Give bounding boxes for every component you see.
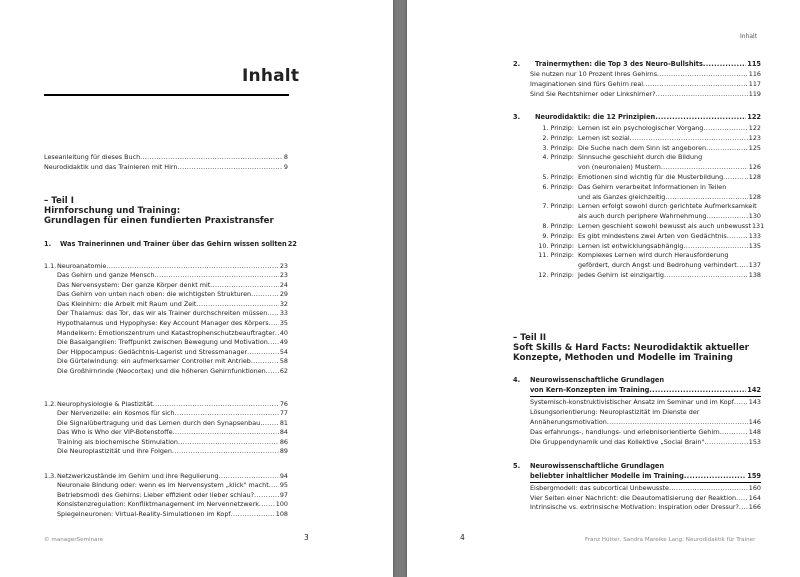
principle-label: Emotionen sind wichtig für die Musterbildung bbox=[578, 173, 724, 181]
principle-entry[interactable] bbox=[578, 144, 761, 152]
toc-entry[interactable] bbox=[57, 500, 288, 508]
toc-entry[interactable] bbox=[57, 329, 288, 337]
principle-label: Lernen ist sozial bbox=[578, 133, 630, 142]
principle-page: 137 bbox=[748, 261, 761, 270]
part-title-line1: Hirnforschung und Training: bbox=[44, 206, 181, 216]
principle-entry[interactable] bbox=[578, 242, 761, 250]
principle-number: 10. Prinzip: bbox=[538, 241, 574, 250]
principle-page: 135 bbox=[748, 241, 761, 250]
principle-number: 11. Prinzip: bbox=[538, 251, 574, 260]
toc-entry[interactable] bbox=[57, 309, 288, 317]
toc-entry-label: Das Kleinhirn: die Arbeit mit Raum und Zeit bbox=[57, 299, 197, 308]
toc-entry-page: 100 bbox=[275, 500, 288, 509]
toc-entry-label: Die Großhirnrinde (Neocortex) und die höheren Gehirnfunktionen bbox=[57, 367, 266, 375]
principle-label: Das Gehirn verarbeitet Informationen in Teilen bbox=[578, 182, 727, 191]
toc-entry-label: Vier Seiten einer Nachricht: die Deautomatisierung der Reaktion bbox=[530, 493, 737, 502]
toc-entry-label: Der Nervenzelle: ein Kosmos für sich bbox=[57, 409, 175, 417]
toc-entry[interactable] bbox=[530, 398, 761, 406]
toc-entry[interactable] bbox=[530, 408, 761, 416]
principle-number: 3. Prinzip: bbox=[542, 143, 574, 152]
toc-entry-label: Die Gruppendynamik und das Kollektive „Social Brain" bbox=[530, 438, 705, 446]
toc-entry-label: Systemisch-konstruktivistischer Ansatz im Seminar und im Kopf bbox=[530, 398, 734, 406]
toc-entry-page: 84 bbox=[279, 428, 288, 437]
toc-entry-label: Das Nervensystem: Der ganze Körper denkt mit bbox=[57, 280, 211, 289]
toc-section-1-1[interactable] bbox=[44, 262, 288, 270]
section-title: Neurophysiologie & Plastizität bbox=[57, 400, 153, 408]
toc-entry-page: 97 bbox=[279, 490, 288, 499]
toc-entry-intro-2[interactable] bbox=[44, 163, 288, 171]
toc-entry-page: 40 bbox=[279, 328, 288, 337]
principle-page: 128 bbox=[748, 192, 761, 201]
part-label: – Teil II bbox=[513, 333, 547, 343]
toc-entry-intro-1[interactable] bbox=[44, 153, 288, 161]
toc-entry-label: Training als biochemische Stimulation bbox=[57, 437, 178, 446]
toc-entry[interactable] bbox=[57, 367, 288, 375]
toc-entry-label: Das erfahrungs-, handlungs- und erlebnisorientierte Gehirn bbox=[530, 428, 720, 436]
toc-entry-page: 49 bbox=[279, 338, 288, 347]
chapter-title: Trainermythen: die Top 3 des Neuro-Bullshits bbox=[535, 60, 703, 68]
principle-label: Jedes Gehirn ist einzigartig bbox=[578, 271, 664, 279]
toc-entry-label: Intrinsische vs. extrinsische Motivation: Inspiration oder Dressur? bbox=[530, 503, 739, 512]
toc-entry-label: Imaginationen sind fürs Gehirn real bbox=[530, 80, 644, 88]
toc-entry-label: Annäherungsmotivation bbox=[530, 418, 607, 426]
toc-entry[interactable] bbox=[57, 419, 288, 427]
toc-entry-page: 8 bbox=[283, 153, 288, 161]
toc-entry-page: 89 bbox=[279, 447, 288, 456]
toc-entry[interactable] bbox=[57, 348, 288, 356]
toc-entry-page: 117 bbox=[748, 80, 761, 88]
toc-entry[interactable] bbox=[57, 491, 288, 499]
principle-entry[interactable] bbox=[578, 212, 761, 220]
chapter-number: 3. bbox=[513, 113, 521, 121]
toc-entry-page: 148 bbox=[748, 428, 761, 436]
toc-entry[interactable] bbox=[57, 271, 288, 279]
toc-entry-label: Leseanleitung für dieses Buch bbox=[44, 153, 141, 161]
principle-entry[interactable] bbox=[578, 163, 761, 171]
toc-entry[interactable] bbox=[530, 494, 761, 502]
toc-entry[interactable] bbox=[57, 481, 288, 489]
toc-entry-label: Die Signalübertragung und das Lernen durch den Synapsenbau bbox=[57, 418, 261, 427]
left-page bbox=[0, 0, 393, 577]
principle-number: 5. Prinzip: bbox=[542, 173, 574, 181]
principle-label: Sinnsuche geschieht durch die Bildung bbox=[578, 153, 703, 162]
principle-page: 126 bbox=[748, 163, 761, 172]
toc-entry-label: Lösungsorientierung: Neuroplastizität im Dienste der bbox=[530, 408, 700, 416]
principle-label: und als Ganzes gleichzeitig bbox=[578, 192, 666, 201]
principle-entry[interactable] bbox=[578, 232, 761, 240]
page-number: 4 bbox=[460, 533, 465, 542]
toc-entry[interactable] bbox=[57, 300, 288, 308]
toc-entry-page: 9 bbox=[283, 163, 288, 171]
toc-entry-page: 143 bbox=[748, 398, 761, 406]
toc-entry-label: Betriebsmodi des Gehirns: Lieber effizient oder lieber schlau? bbox=[57, 490, 255, 499]
toc-entry-label: Hypothalamus und Hypophyse: Key Account Manager des Körpers bbox=[57, 319, 269, 327]
principle-page: 133 bbox=[748, 231, 761, 240]
toc-entry-page: 33 bbox=[279, 309, 288, 318]
toc-entry-label: Sind Sie Rechtshirner oder Linkshirner? bbox=[530, 90, 656, 98]
footer-authors: Franz Hütter, Sandra Mareike Lang: Neurodidaktik für Trainer bbox=[585, 537, 756, 543]
toc-entry-page: 77 bbox=[279, 409, 288, 417]
principle-page: 122 bbox=[748, 124, 761, 132]
principle-label: als auch durch periphere Wahrnehmung bbox=[578, 212, 707, 221]
principle-page: 130 bbox=[748, 212, 761, 221]
toc-entry-page: 35 bbox=[279, 319, 288, 327]
toc-entry-page: 164 bbox=[748, 493, 761, 502]
chapter-page: 122 bbox=[747, 113, 761, 121]
toc-entry[interactable] bbox=[530, 80, 761, 88]
part-title-line2: Grundlagen für einen fundierten Praxistransfer bbox=[44, 216, 274, 226]
chapter-title-line2: von Kern-Konzepten im Training bbox=[530, 386, 650, 394]
principle-label: von (neuronalen) Mustern bbox=[578, 163, 661, 172]
section-page: 94 bbox=[279, 472, 288, 480]
chapter-title-line1: Neurowissenschaftliche Grundlagen bbox=[530, 462, 665, 470]
running-header: Inhalt bbox=[740, 33, 758, 40]
principle-number: 7. Prinzip: bbox=[542, 202, 574, 211]
principle-number: 2. Prinzip: bbox=[542, 133, 574, 142]
principle-label: Es gibt mindestens zwei Arten von Gedächtnis bbox=[578, 231, 727, 240]
chapter-title: Neurodidaktik: die 12 Prinzipien bbox=[535, 113, 656, 121]
principle-number: 8. Prinzip: bbox=[542, 222, 574, 230]
toc-chapter-4[interactable] bbox=[530, 386, 761, 394]
toc-entry[interactable] bbox=[530, 70, 761, 78]
toc-entry-page: 24 bbox=[279, 280, 288, 289]
page-number: 3 bbox=[304, 533, 309, 542]
chapter-number: 2. bbox=[513, 60, 521, 68]
toc-entry[interactable] bbox=[57, 357, 288, 365]
principle-label: Lernen geschieht sowohl bewusst als auch unbewusst bbox=[578, 222, 751, 230]
toc-entry-page: 160 bbox=[748, 484, 761, 492]
chapter-number: 4. bbox=[513, 376, 521, 384]
page-title: Inhalt bbox=[242, 66, 300, 86]
principle-entry[interactable] bbox=[578, 134, 761, 142]
toc-entry[interactable] bbox=[530, 484, 761, 492]
toc-entry-page: 146 bbox=[748, 418, 761, 426]
toc-entry-label: Das Gehirn von unten nach oben: die wichtigsten Strukturen bbox=[57, 290, 252, 299]
part-title-line1: Soft Skills & Hard Facts: Neurodidaktik aktueller bbox=[513, 343, 749, 353]
toc-entry[interactable] bbox=[57, 290, 288, 298]
toc-entry[interactable] bbox=[57, 438, 288, 446]
toc-entry-page: 86 bbox=[279, 437, 288, 446]
chapter-rule bbox=[530, 396, 761, 397]
section-title: Netzwerkzustände im Gehirn und ihre Regulierung bbox=[57, 472, 219, 480]
toc-entry[interactable] bbox=[530, 418, 761, 426]
principle-page: 123 bbox=[748, 133, 761, 142]
toc-entry-label: Der Hippocampus: Gedächtnis-Lagerist und Stressmanager bbox=[57, 347, 248, 356]
title-rule bbox=[44, 94, 289, 96]
toc-entry[interactable] bbox=[530, 428, 761, 436]
toc-entry-page: 62 bbox=[279, 367, 288, 375]
toc-entry-page: 116 bbox=[748, 70, 761, 78]
principle-label: Lernen ist entwicklungsabhängig bbox=[578, 241, 684, 250]
toc-entry[interactable] bbox=[57, 409, 288, 417]
principle-number: 4. Prinzip: bbox=[542, 153, 574, 162]
toc-entry-page: 108 bbox=[275, 509, 288, 518]
principle-label: Die Suche nach dem Sinn ist angeboren bbox=[578, 143, 707, 152]
principle-page: 125 bbox=[748, 143, 761, 152]
principle-number: 6. Prinzip: bbox=[542, 182, 574, 191]
toc-entry[interactable] bbox=[57, 319, 288, 327]
chapter-title-line2: beliebter inhaltlicher Modelle im Training bbox=[530, 472, 684, 480]
chapter-page: 22 bbox=[287, 240, 297, 248]
toc-section-1-2[interactable] bbox=[44, 400, 288, 408]
toc-entry-label: Konsistenzregulation: Konfliktmanagement im Nervennetzwerk bbox=[57, 500, 259, 509]
toc-entry-page: 153 bbox=[748, 438, 761, 446]
principle-label: Lernen ist ein psychologischer Vorgang bbox=[578, 124, 704, 132]
toc-entry-label: Spiegelneuronen: Virtual-Reality-Simulationen im Kopf bbox=[57, 509, 231, 518]
section-number: 1.3. bbox=[44, 472, 57, 480]
toc-entry-page: 81 bbox=[279, 418, 288, 427]
chapter-number: 5. bbox=[513, 462, 521, 470]
principle-entry[interactable] bbox=[578, 271, 761, 279]
toc-entry-page: 119 bbox=[748, 90, 761, 98]
principle-entry[interactable] bbox=[578, 173, 761, 181]
toc-entry-label: Neuronale Bindung oder: wenn es im Nervensystem „klick" macht bbox=[57, 481, 269, 489]
chapter-page: 142 bbox=[747, 386, 761, 394]
footer-publisher: © managerSeminare bbox=[44, 537, 104, 543]
toc-entry-label: Mandelkern: Emotionszentrum und Katastrophenschutzbeauftragter bbox=[57, 328, 275, 337]
toc-entry-page: 29 bbox=[279, 290, 288, 299]
chapter-page: 115 bbox=[747, 60, 761, 68]
toc-entry[interactable] bbox=[530, 90, 761, 98]
toc-entry-label: Die Basalganglien: Treffpunkt zwischen Bewegung und Motivation bbox=[57, 338, 268, 347]
principle-number: 1. Prinzip: bbox=[542, 124, 574, 132]
toc-entry-label: Sie nutzen nur 10 Prozent Ihres Gehirns bbox=[530, 70, 658, 78]
part-title-line2: Konzepte, Methoden und Modelle im Training bbox=[513, 353, 733, 363]
toc-entry-label: Eisbergmodell: das subcortical Unbewusste bbox=[530, 484, 669, 492]
toc-entry[interactable] bbox=[57, 510, 288, 518]
principle-label: gefördert, durch Angst und Bedrohung verhindert bbox=[578, 261, 737, 270]
toc-chapter-3[interactable] bbox=[513, 113, 761, 121]
toc-chapter-5[interactable] bbox=[530, 472, 761, 480]
principle-page: 138 bbox=[748, 271, 761, 279]
right-page bbox=[407, 0, 800, 577]
section-number: 1.2. bbox=[44, 400, 57, 408]
chapter-rule bbox=[530, 482, 761, 483]
principle-entry[interactable] bbox=[578, 193, 761, 201]
toc-entry[interactable] bbox=[530, 438, 761, 446]
toc-entry-label: Der Thalamus: das Tor, das wir als Trainer durchschreiten müssen bbox=[57, 309, 268, 318]
toc-entry[interactable] bbox=[57, 447, 288, 455]
chapter-title-line1: Neurowissenschaftliche Grundlagen bbox=[530, 376, 665, 384]
toc-entry-label: Die Neuroplastizität und ihre Folgen bbox=[57, 447, 172, 456]
toc-entry[interactable] bbox=[57, 428, 288, 436]
toc-entry[interactable] bbox=[57, 281, 288, 289]
chapter-number: 1. bbox=[44, 240, 52, 248]
section-page: 76 bbox=[279, 400, 288, 408]
toc-entry-label: Das Who is Who der VIP-Botenstoffe bbox=[57, 428, 173, 437]
toc-entry-page: 95 bbox=[279, 481, 288, 489]
toc-entry-page: 23 bbox=[279, 271, 288, 279]
toc-entry-page: 54 bbox=[279, 347, 288, 356]
toc-chapter-1[interactable] bbox=[44, 240, 297, 248]
principle-entry[interactable] bbox=[578, 124, 761, 132]
toc-entry-page: 58 bbox=[279, 357, 288, 366]
section-page: 23 bbox=[279, 262, 288, 270]
section-title: Neuroanatomie bbox=[57, 262, 107, 270]
principle-page: 128 bbox=[748, 173, 761, 181]
toc-entry-page: 32 bbox=[279, 299, 288, 308]
principle-label: Komplexes Lernen wird durch Herausforderung bbox=[578, 251, 729, 260]
toc-chapter-2[interactable] bbox=[513, 60, 761, 68]
toc-entry-label: Neurodidaktik und das Trainieren mit Hirn bbox=[44, 163, 178, 171]
toc-entry-label: Die Gürtelwindung: ein aufmerksamer Controller mit Antrieb bbox=[57, 357, 251, 366]
toc-entry[interactable] bbox=[530, 503, 761, 511]
principle-entry[interactable] bbox=[578, 222, 765, 230]
chapter-title: Was Trainerinnen und Trainer über das Gehirn wissen sollten bbox=[60, 240, 287, 248]
toc-entry[interactable] bbox=[57, 338, 288, 346]
toc-entry-page: 166 bbox=[748, 503, 761, 512]
principle-page: 131 bbox=[751, 222, 765, 230]
principle-label: Lernen erfolgt sowohl durch gerichtete Aufmerksamkeit bbox=[578, 202, 757, 211]
principle-number: 9. Prinzip: bbox=[542, 231, 574, 240]
principle-number: 12. Prinzip: bbox=[538, 271, 574, 279]
toc-entry-label: Das Gehirn und ganze Mensch bbox=[57, 271, 155, 279]
part-label: – Teil I bbox=[44, 196, 74, 206]
section-number: 1.1. bbox=[44, 262, 57, 270]
principle-entry[interactable] bbox=[578, 261, 761, 269]
chapter-page: 159 bbox=[747, 472, 761, 480]
toc-section-1-3[interactable] bbox=[44, 472, 288, 480]
